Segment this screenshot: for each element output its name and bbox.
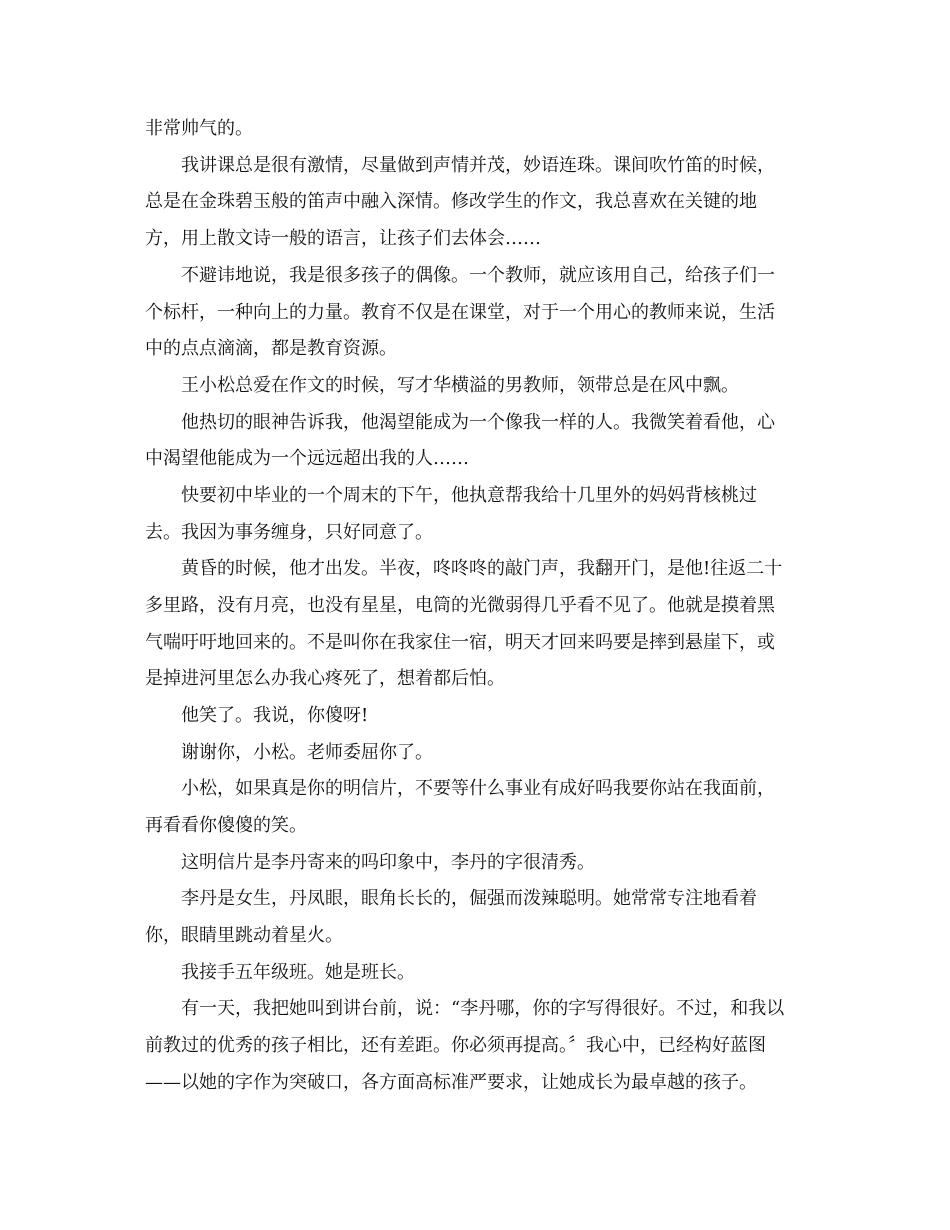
text-line: 去。我因为事务缠身，只好同意了。	[145, 522, 433, 543]
text-line: 我讲课总是很有激情，尽量做到声情并茂，妙语连珠。课间吹竹笛的时候，	[181, 155, 775, 176]
text-line: 中渴望他能成为一个远远超出我的人……	[145, 448, 469, 469]
text-line: 多里路，没有月亮，也没有星星，电筒的光微弱得几乎看不见了。他就是摸着黑	[145, 595, 775, 616]
text-line: 个标杆，一种向上的力量。教育不仅是在课堂，对于一个用心的教师来说，生活	[145, 302, 775, 323]
text-line: 中的点点滴滴，都是教育资源。	[145, 338, 397, 359]
text-line: 再看看你傻傻的笑。	[145, 815, 307, 836]
text-line: 黄昏的时候，他才出发。半夜，咚咚咚的敲门声，我翻开门，是他!往返二十	[181, 558, 783, 579]
text-line: 非常帅气的。	[145, 118, 253, 139]
text-line: 他热切的眼神告诉我，他渴望能成为一个像我一样的人。我微笑着看他，心	[181, 412, 775, 433]
text-line: 李丹是女生，丹凤眼，眼角长长的，倔强而泼辣聪明。她常常专注地看着	[181, 888, 757, 909]
text-line: 总是在金珠碧玉般的笛声中融入深情。修改学生的作文，我总喜欢在关键的地	[145, 191, 757, 212]
text-line: ——以她的字作为突破口，各方面高标准严要求，让她成长为最卓越的孩子。	[145, 1072, 757, 1093]
text-line: 你，眼睛里跳动着星火。	[145, 925, 343, 946]
text-line: 我接手五年级班。她是班长。	[181, 962, 415, 983]
text-line: 前教过的优秀的孩子相比，还有差距。你必须再提高。〞我心中，已经构好蓝图	[145, 1035, 766, 1056]
text-line: 这明信片是李丹寄来的吗印象中，李丹的字很清秀。	[181, 852, 595, 873]
text-line: 是掉进河里怎么办我心疼死了，想着都后怕。	[145, 668, 505, 689]
text-line: 他笑了。我说，你傻呀!	[181, 705, 369, 726]
text-line: 不避讳地说，我是很多孩子的偶像。一个教师，就应该用自己，给孩子们一	[181, 265, 775, 286]
text-line: 王小松总爱在作文的时候，写才华横溢的男教师，领带总是在风中飘。	[181, 375, 739, 396]
text-line: 方，用上散文诗一般的语言，让孩子们去体会……	[145, 228, 541, 249]
text-line: 快要初中毕业的一个周末的下午，他执意帮我给十几里外的妈妈背核桃过	[181, 485, 757, 506]
text-line: 小松，如果真是你的明信片，不要等什么事业有成好吗我要你站在我面前，	[181, 778, 775, 799]
text-line: 谢谢你，小松。老师委屈你了。	[181, 742, 433, 763]
text-line: 气喘吁吁地回来的。不是叫你在我家住一宿，明天才回来吗要是摔到悬崖下，或	[145, 632, 775, 653]
text-line: 有一天，我把她叫到讲台前，说：“李丹哪，你的字写得很好。不过，和我以	[181, 998, 785, 1019]
